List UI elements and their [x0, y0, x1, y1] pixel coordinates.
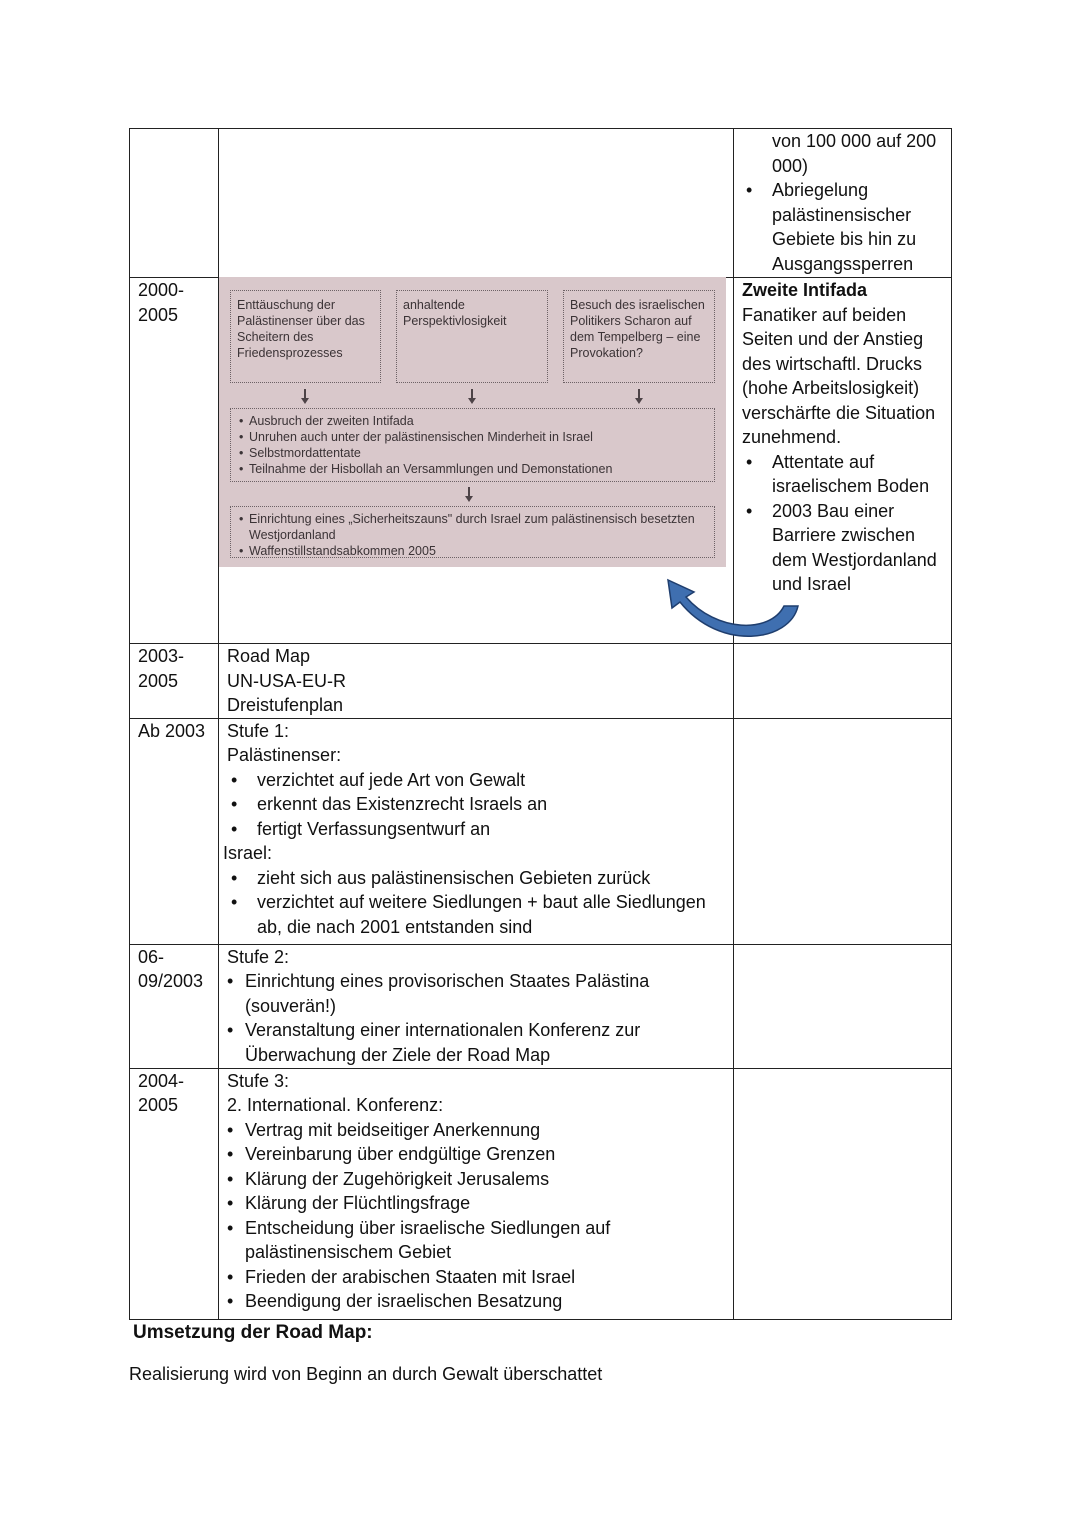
content-cell [219, 944, 734, 1068]
list-item: • Selbstmordattentate [249, 445, 706, 461]
list-item: • Einrichtung eines provisorischen Staates Palästina (souverän!) [245, 969, 725, 1018]
content-cell [219, 129, 734, 278]
notes-title: Zweite Intifada [742, 280, 868, 300]
bullet-list [227, 969, 725, 1067]
parties-line: UN-USA-EU-R [227, 670, 346, 691]
diagram-box-cause-3: Besuch des israelischen Politikers Scharon auf dem Tempelberg – eine Provokation? [563, 290, 715, 383]
diagram-box-cause-2: anhaltende Perspektivlosigkeit [396, 290, 548, 383]
list-item: • zieht sich aus palästinensischen Gebieten zurück [257, 866, 725, 891]
list-item: • verzichtet auf jede Art von Gewalt [257, 768, 725, 793]
party-label: Palästinenser: [227, 745, 342, 765]
content-cell [219, 1068, 734, 1319]
list-item: von 100 000 auf 200 000) [772, 131, 937, 176]
list-item: • Teilnahme der Hisbollah an Versammlungen und Demonstationen [249, 461, 706, 477]
list-item: • verzichtet auf weitere Siedlungen + baut alle Siedlungen ab, die nach 2001 entstanden sind [257, 890, 725, 939]
stage-label: Stufe 2: [227, 946, 290, 967]
date-cell [130, 129, 219, 278]
list-item: • Attentate auf israelischem Boden [772, 450, 943, 499]
date-cell: 2003-2005 [130, 644, 219, 719]
list-item: • Klärung der Zugehörigkeit Jerusalems [245, 1167, 725, 1192]
section-heading: Umsetzung der Road Map: [133, 1322, 373, 1343]
date-cell: 2004-2005 [130, 1068, 219, 1319]
list-item: • Einrichtung eines „Sicherheitszauns" durch Israel zum palästinensisch besetzten Westjordanland [249, 511, 706, 543]
list-item: • Vertrag mit beidseitiger Anerkennung [245, 1118, 725, 1143]
plan-line: Dreistufenplan [227, 695, 344, 715]
scanned-diagram [219, 277, 726, 567]
table-row [130, 129, 952, 278]
list-item: • Klärung der Flüchtlingsfrage [245, 1191, 725, 1216]
list-item: • Ausbruch der zweiten Intifada [249, 413, 706, 429]
party-label: Israel: [223, 843, 273, 863]
bullet-list [227, 866, 725, 940]
list-item: • erkennt das Existenzrecht Israels an [257, 792, 725, 817]
curved-arrow-icon [650, 572, 830, 662]
notes-text: Fanatiker auf beiden Seiten und der Anstieg des wirtschaftl. Drucks (hohe Arbeitslosigkeit) verschärfte die Situation zunehmend. [742, 304, 936, 447]
diagram-box-effects [230, 408, 715, 482]
list-item: • Unruhen auch unter der palästinensischen Minderheit in Israel [249, 429, 706, 445]
list-item: • Veranstaltung einer internationalen Konferenz zur Überwachung der Ziele der Road Map [245, 1018, 725, 1067]
table-row [130, 718, 952, 944]
list-item: • Frieden der arabischen Staaten mit Israel [245, 1265, 725, 1290]
content-cell [219, 718, 734, 944]
diagram-box-cause-1: Enttäuschung der Palästinenser über das Scheitern des Friedensprozesses [230, 290, 381, 383]
list-item: • 2003 Bau einer Barriere zwischen dem Westjordanland und Israel [772, 499, 943, 597]
list-item: • Abriegelung palästinensischer Gebiete bis hin zu Ausgangssperren [772, 178, 943, 276]
table-row [130, 944, 952, 1068]
date-cell: Ab 2003 [130, 718, 219, 944]
sub-label: 2. International. Konferenz: [227, 1095, 444, 1115]
notes-cell [734, 944, 952, 1068]
table-row [130, 1068, 952, 1319]
notes-cell [734, 129, 952, 278]
list-item: • Beendigung der israelischen Besatzung [245, 1289, 725, 1314]
list-item: • Entscheidung über israelische Siedlungen auf palästinensischem Gebiet [245, 1216, 725, 1265]
section-paragraph: Realisierung wird von Beginn an durch Gewalt überschattet [129, 1364, 603, 1384]
diagram-box-results [230, 506, 715, 558]
date-cell: 06-09/2003 [130, 944, 219, 1068]
notes-cell [734, 718, 952, 944]
stage-label: Stufe 1: [227, 720, 290, 741]
date-cell: 2000-2005 [130, 278, 219, 644]
notes-cell [734, 1068, 952, 1319]
bullet-list [227, 768, 725, 842]
list-item: • Waffenstillstandsabkommen 2005 [249, 543, 706, 559]
stage-label: Stufe 3: [227, 1070, 290, 1091]
list-item: • fertigt Verfassungsentwurf an [257, 817, 725, 842]
notes-list [742, 129, 943, 276]
list-item: • Vereinbarung über endgültige Grenzen [245, 1142, 725, 1167]
road-map-line: Road Map [227, 646, 311, 666]
bullet-list [227, 1118, 725, 1314]
